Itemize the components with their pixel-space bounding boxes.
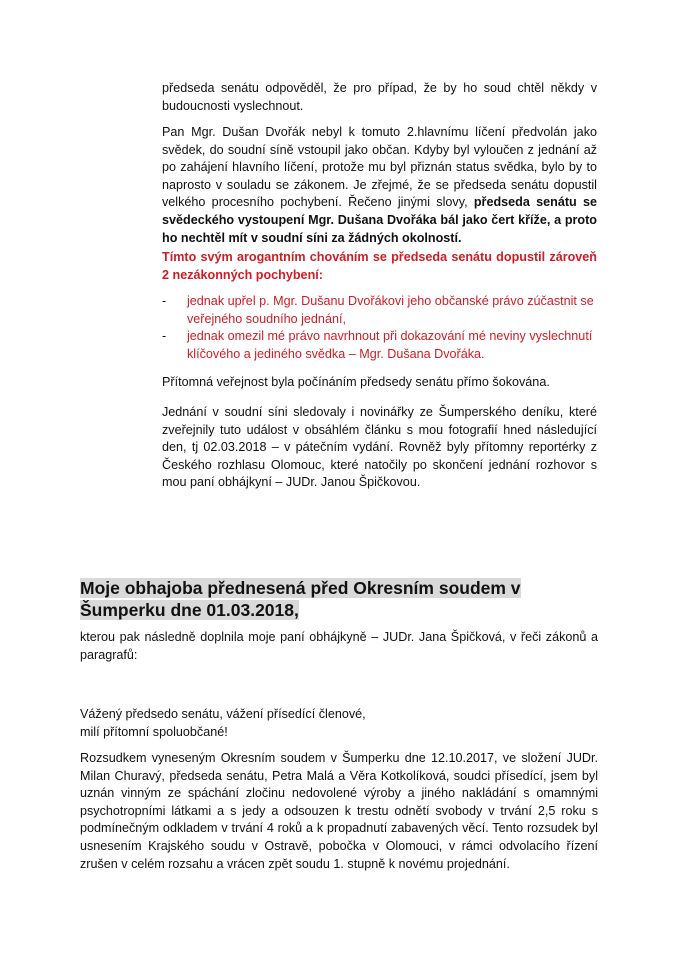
paragraph-verdict: Rozsudkem vyneseným Okresním soudem v Šumperku dne 12.10.2017, ve složení JUDr. Milan Churavý, předseda senátu, Petra Malá a Věra Kotkolíková, soudci přísedící, jsem byl uznán vinným ze spáchání zločinu nedovolené výroby a jiného nakládání s omamnými psychotropními látkami a s jedy a odsouzen k trestu odnětí svobody v trvání 2,5 roku s podmínečným odkladem v trvání 4 roků a k propadnutí zabavených věcí. Tento rozsudek byl usnesením Krajského soudu v Ostravě, pobočka v Olomouci, v rámci odvolacího řízení zrušen v celém rozsahu a vrácen zpět soudu 1. stupně k novému projednání. — [80, 751, 598, 871]
list-item-text: jednak omezil mé právo navrhnout při dokazování mé neviny vyslechnutí klíčového a jediného svědka – Mgr. Dušana Dvořáka. — [187, 329, 593, 361]
salutation-line-2: milí přítomní spoluobčané! — [80, 724, 228, 739]
paragraph-bold-text: předseda senátu se svědeckého vystoupení Mgr. Dušana Dvořáka bál jako čert kříže, a proto ho nechtěl mít v soudní síni za žádných okolností. — [162, 195, 597, 245]
section-heading — [80, 577, 600, 621]
dash-bullet-icon: - — [162, 294, 167, 308]
list-item — [162, 293, 597, 328]
dash-bullet-icon: - — [162, 329, 167, 344]
paragraph-journalists: Jednání v soudní síni sledovaly i novinářky ze Šumperského deníku, které zveřejnily tuto událost v obsáhlém článku s mou fotografií hned následující den, tj 02.03.2018 – v pátečním vydání. Rovněž byly přítomny reportérky z Českého rozhlasu Olomouc, které natočily po skončení jednání rozhovor s mou paní obhájkyní – JUDr. Janou Špičkovou. — [162, 405, 597, 490]
salutation-line-1: Vážený předsedo senátu, vážení přísedící členové, — [80, 707, 366, 721]
violations-list — [162, 293, 597, 363]
section-heading-text: Moje obhajoba přednesená před Okresním soudem v Šumperku dne 01.03.2018, — [80, 578, 521, 620]
paragraph-dvorak-not-summoned — [162, 124, 597, 247]
paragraph-normal-text: Pan Mgr. Dušan Dvořák nebyl k tomuto 2.hlavnímu líčení předvolán jako svědek, do soudní síně vstoupil jako občan. Kdyby byl vyloučen z jednání až po zahájení hlavního líčení, protože mu byl přiznán status svědka, bylo by to naprosto v souladu se zákonem. Je zřejmé, že se předseda senátu dopustil velkého procesního pochybení. Řečeno jinými slovy, — [162, 125, 597, 210]
salutation — [80, 706, 598, 741]
list-item-text: jednak upřel p. Mgr. Dušanu Dvořákovi jeho občanské právo zúčastnit se veřejného soudního jednání, — [187, 294, 594, 326]
paragraph-public-shocked: Přítomná veřejnost byla počínáním předsedy senátu přímo šokována. — [162, 375, 550, 389]
paragraph-intro: kterou pak následně doplnila moje paní obhájkyně – JUDr. Jana Špičková, v řeči zákonů a paragrafů: — [80, 630, 598, 662]
list-item — [162, 328, 597, 363]
paragraph-senate-answer: předseda senátu odpověděl, že pro případ, že by ho soud chtěl někdy v budoucnosti vyslechnout. — [162, 81, 597, 113]
red-statement: Tímto svým arogantním chováním se předseda senátu dopustil zároveň 2 nezákonných pochybení: — [162, 250, 597, 282]
